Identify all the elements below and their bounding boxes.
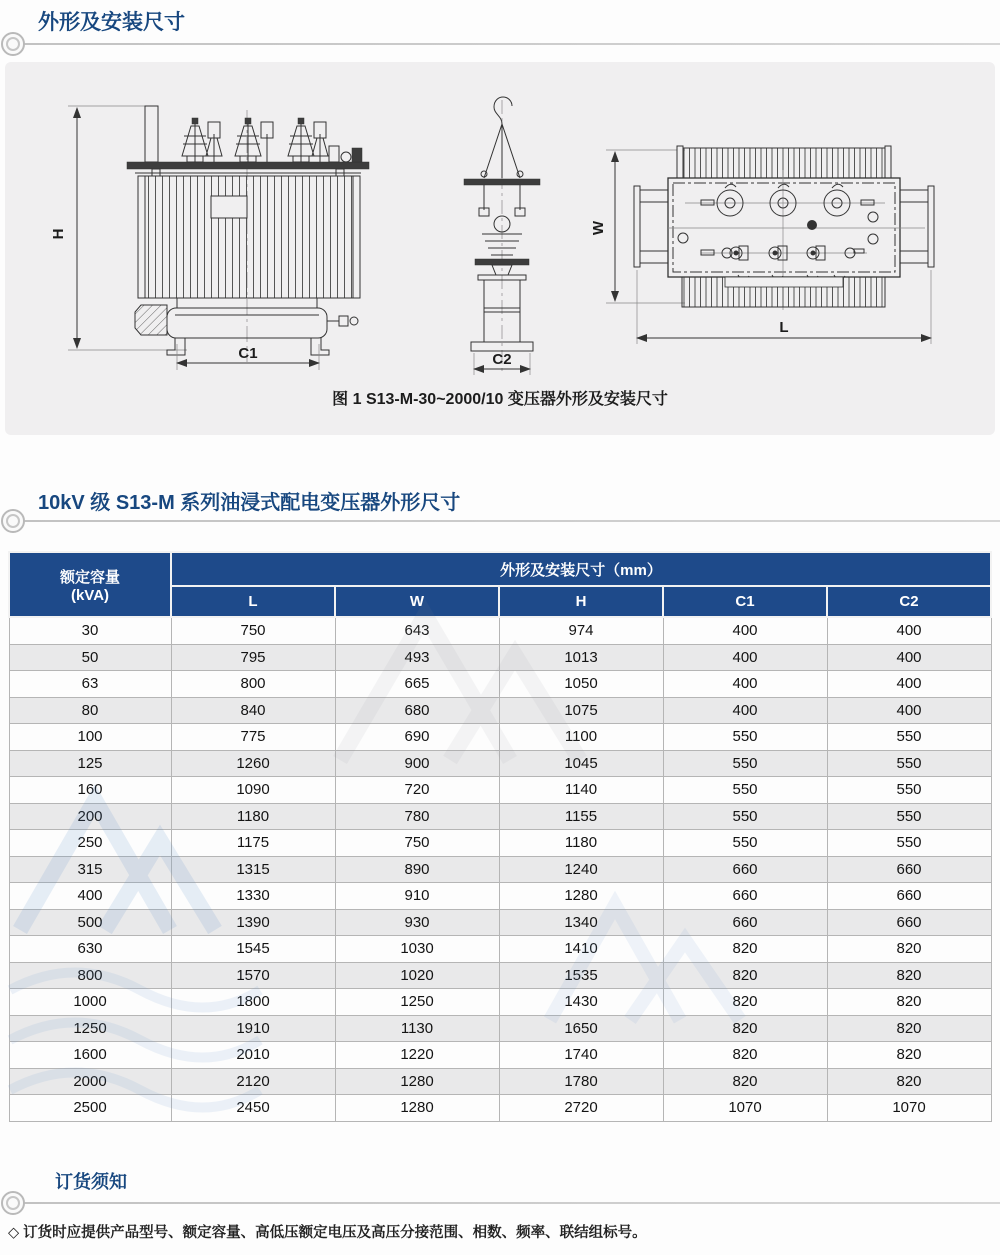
table-cell: 550 xyxy=(663,750,827,777)
col-header-w: W xyxy=(335,586,499,617)
table-cell: 1240 xyxy=(499,856,663,883)
section-ring-icon xyxy=(1,32,25,56)
table-cell: 630 xyxy=(9,936,171,963)
table-row xyxy=(9,1068,991,1095)
table-cell: 800 xyxy=(171,671,335,698)
dim-label-l: L xyxy=(779,319,789,336)
table-cell: 820 xyxy=(827,1042,991,1069)
table-cell: 890 xyxy=(335,856,499,883)
col-header-capacity xyxy=(9,552,171,617)
col-header-group: 外形及安装尺寸（mm） xyxy=(171,552,991,586)
front-view xyxy=(50,106,369,370)
section1-title: 外形及安装尺寸 xyxy=(38,11,185,34)
table-cell: 820 xyxy=(663,1015,827,1042)
dim-label-w: W xyxy=(590,220,607,236)
table-cell: 1740 xyxy=(499,1042,663,1069)
table-cell: 1570 xyxy=(171,962,335,989)
table-cell: 900 xyxy=(335,750,499,777)
table-cell: 820 xyxy=(663,962,827,989)
table-cell: 315 xyxy=(9,856,171,883)
table-cell: 100 xyxy=(9,724,171,751)
table-row xyxy=(9,697,991,724)
table-cell: 720 xyxy=(335,777,499,804)
table-cell: 1650 xyxy=(499,1015,663,1042)
top-view xyxy=(590,146,934,344)
table-cell: 660 xyxy=(663,909,827,936)
table-cell: 780 xyxy=(335,803,499,830)
table-cell: 660 xyxy=(827,909,991,936)
table-cell: 400 xyxy=(827,617,991,644)
table-cell: 2500 xyxy=(9,1095,171,1122)
table-cell: 820 xyxy=(827,962,991,989)
table-cell: 974 xyxy=(499,617,663,644)
table-cell: 1013 xyxy=(499,644,663,671)
table-cell: 1020 xyxy=(335,962,499,989)
table-cell: 820 xyxy=(827,989,991,1016)
table-cell: 1280 xyxy=(499,883,663,910)
table-cell: 2120 xyxy=(171,1068,335,1095)
order-note: ◇ 订货时应提供产品型号、额定容量、高低压额定电压及高压分接范围、相数、频率、联结组标号。 xyxy=(8,1225,647,1241)
table-cell: 1410 xyxy=(499,936,663,963)
table-cell: 1180 xyxy=(171,803,335,830)
table-cell: 1075 xyxy=(499,697,663,724)
table-cell: 400 xyxy=(663,697,827,724)
table-cell: 820 xyxy=(827,1015,991,1042)
dimensions-table xyxy=(8,551,992,1122)
table-cell: 660 xyxy=(663,856,827,883)
table-cell: 80 xyxy=(9,697,171,724)
table-cell: 1180 xyxy=(499,830,663,857)
table-cell: 1430 xyxy=(499,989,663,1016)
table-cell: 1100 xyxy=(499,724,663,751)
table-cell: 1070 xyxy=(827,1095,991,1122)
table-cell: 400 xyxy=(663,671,827,698)
section3-divider xyxy=(12,1202,1000,1204)
table-cell: 820 xyxy=(827,936,991,963)
table-cell: 550 xyxy=(663,724,827,751)
table-cell: 1280 xyxy=(335,1068,499,1095)
side-view xyxy=(464,97,540,375)
table-row xyxy=(9,724,991,751)
table-cell: 2000 xyxy=(9,1068,171,1095)
col-header-capacity-line1: 额定容量 xyxy=(59,568,120,586)
table-cell: 550 xyxy=(827,750,991,777)
table-cell: 643 xyxy=(335,617,499,644)
table-cell: 1910 xyxy=(171,1015,335,1042)
table-cell: 680 xyxy=(335,697,499,724)
table-cell: 800 xyxy=(9,962,171,989)
table-cell: 550 xyxy=(827,830,991,857)
table-cell: 1535 xyxy=(499,962,663,989)
table-cell: 400 xyxy=(827,697,991,724)
section-ring-icon xyxy=(1,1191,25,1215)
table-cell: 550 xyxy=(663,830,827,857)
table-row xyxy=(9,856,991,883)
table-row xyxy=(9,617,991,644)
table-row xyxy=(9,883,991,910)
col-header-h: H xyxy=(499,586,663,617)
table-row xyxy=(9,909,991,936)
col-header-c1: C1 xyxy=(663,586,827,617)
table-row xyxy=(9,962,991,989)
table-cell: 550 xyxy=(827,724,991,751)
table-cell: 1050 xyxy=(499,671,663,698)
section2-divider xyxy=(12,520,1000,522)
table-cell: 1315 xyxy=(171,856,335,883)
figure-drawing xyxy=(5,62,995,435)
table-cell: 1250 xyxy=(9,1015,171,1042)
dim-label-c2: C2 xyxy=(492,351,512,368)
table-cell: 400 xyxy=(663,617,827,644)
table-row xyxy=(9,1042,991,1069)
dim-label-c1: C1 xyxy=(238,345,258,362)
table-cell: 200 xyxy=(9,803,171,830)
col-header-c2: C2 xyxy=(827,586,991,617)
table-cell: 2450 xyxy=(171,1095,335,1122)
table-cell: 30 xyxy=(9,617,171,644)
table-cell: 1000 xyxy=(9,989,171,1016)
table-cell: 125 xyxy=(9,750,171,777)
table-cell: 1545 xyxy=(171,936,335,963)
table-cell: 160 xyxy=(9,777,171,804)
table-cell: 500 xyxy=(9,909,171,936)
table-cell: 1030 xyxy=(335,936,499,963)
table-cell: 750 xyxy=(171,617,335,644)
table-cell: 550 xyxy=(827,803,991,830)
table-cell: 550 xyxy=(827,777,991,804)
table-cell: 493 xyxy=(335,644,499,671)
table-cell: 690 xyxy=(335,724,499,751)
table-row xyxy=(9,803,991,830)
table-cell: 400 xyxy=(827,644,991,671)
table-row xyxy=(9,1015,991,1042)
col-header-capacity-line2: (kVA) xyxy=(70,586,110,604)
table-cell: 840 xyxy=(171,697,335,724)
table-cell: 1260 xyxy=(171,750,335,777)
table-cell: 400 xyxy=(663,644,827,671)
table-row xyxy=(9,989,991,1016)
section1-divider xyxy=(12,43,1000,45)
table-cell: 1780 xyxy=(499,1068,663,1095)
table-cell: 1390 xyxy=(171,909,335,936)
table-cell: 550 xyxy=(663,803,827,830)
table-cell: 1155 xyxy=(499,803,663,830)
dim-label-h: H xyxy=(50,228,67,240)
table-cell: 1070 xyxy=(663,1095,827,1122)
table-cell: 820 xyxy=(663,1042,827,1069)
table-body xyxy=(9,617,991,1121)
table-cell: 1140 xyxy=(499,777,663,804)
table-cell: 1800 xyxy=(171,989,335,1016)
table-cell: 2010 xyxy=(171,1042,335,1069)
table-cell: 930 xyxy=(335,909,499,936)
table-row xyxy=(9,1095,991,1122)
section-ring-icon xyxy=(1,509,25,533)
table-cell: 665 xyxy=(335,671,499,698)
section3-title: 订货须知 xyxy=(55,1172,127,1192)
table-row xyxy=(9,671,991,698)
table-cell: 660 xyxy=(827,883,991,910)
table-cell: 50 xyxy=(9,644,171,671)
table-cell: 1280 xyxy=(335,1095,499,1122)
table-cell: 820 xyxy=(663,1068,827,1095)
table-cell: 820 xyxy=(663,989,827,1016)
table-cell: 1090 xyxy=(171,777,335,804)
table-row xyxy=(9,936,991,963)
table-cell: 400 xyxy=(827,671,991,698)
table-cell: 820 xyxy=(827,1068,991,1095)
table-cell: 1045 xyxy=(499,750,663,777)
table-cell: 1340 xyxy=(499,909,663,936)
table-cell: 550 xyxy=(663,777,827,804)
table-cell: 1175 xyxy=(171,830,335,857)
table-cell: 795 xyxy=(171,644,335,671)
figure-caption: 图 1 S13-M-30~2000/10 变压器外形及安装尺寸 xyxy=(332,391,668,408)
table-cell: 1220 xyxy=(335,1042,499,1069)
table-row xyxy=(9,777,991,804)
table-cell: 400 xyxy=(9,883,171,910)
table-cell: 910 xyxy=(335,883,499,910)
table-cell: 660 xyxy=(827,856,991,883)
table-cell: 1130 xyxy=(335,1015,499,1042)
table-row xyxy=(9,830,991,857)
table-cell: 750 xyxy=(335,830,499,857)
table-row xyxy=(9,750,991,777)
table-cell: 660 xyxy=(663,883,827,910)
table-cell: 2720 xyxy=(499,1095,663,1122)
table-cell: 820 xyxy=(663,936,827,963)
table-cell: 1330 xyxy=(171,883,335,910)
section2-title: 10kV 级 S13-M 系列油浸式配电变压器外形尺寸 xyxy=(38,492,461,514)
table-cell: 775 xyxy=(171,724,335,751)
table-cell: 1250 xyxy=(335,989,499,1016)
table-cell: 1600 xyxy=(9,1042,171,1069)
col-header-l: L xyxy=(171,586,335,617)
figure-panel xyxy=(5,62,995,435)
table-cell: 250 xyxy=(9,830,171,857)
table-cell: 63 xyxy=(9,671,171,698)
table-row xyxy=(9,644,991,671)
